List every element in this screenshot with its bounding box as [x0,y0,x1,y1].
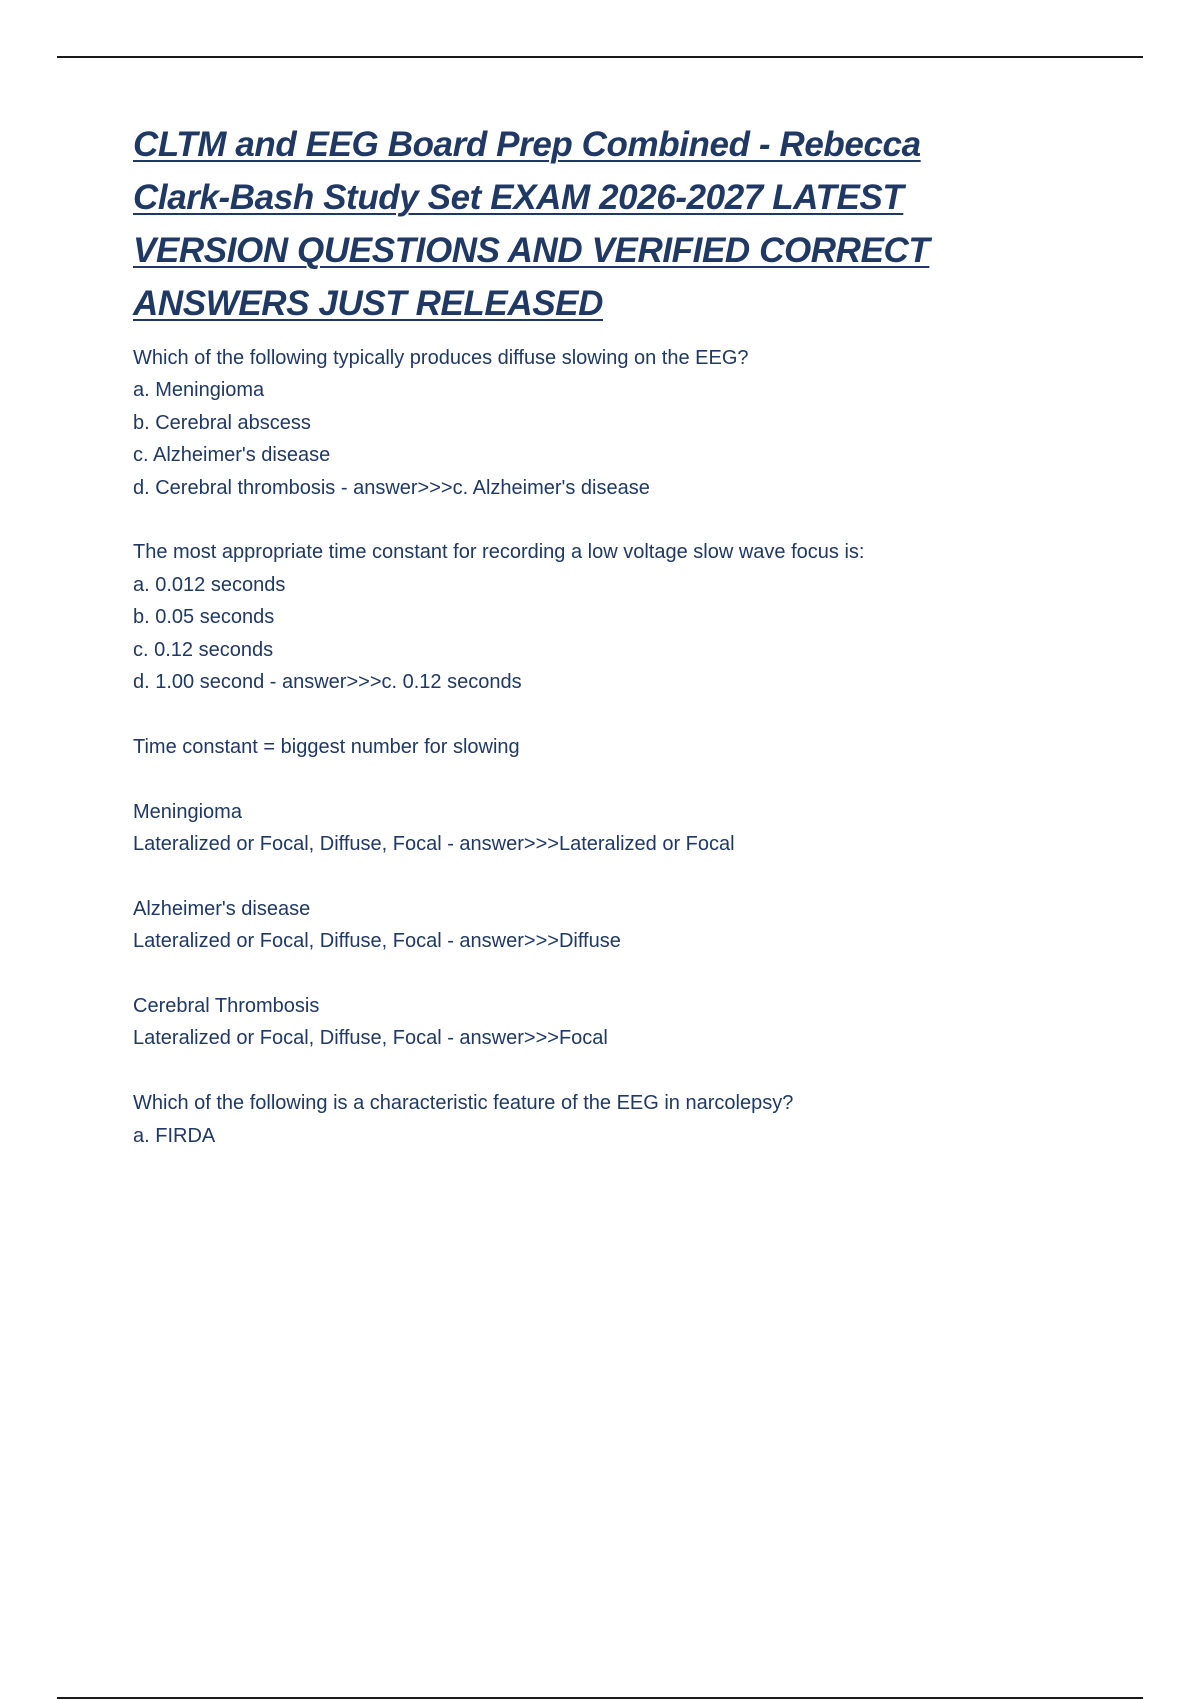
answer-option: a. Meningioma [133,379,265,402]
footer-rule [57,1697,1143,1699]
question-term: Alzheimer's disease [133,897,311,920]
question-block-4 [133,893,1093,958]
answer-option-with-answer: d. Cerebral thrombosis - answer>>>c. Alzheimer's disease [133,476,650,499]
answer-option: c. Alzheimer's disease [133,444,331,467]
answer-option-with-answer: d. 1.00 second - answer>>>c. 0.12 seconds [133,671,522,694]
spacer [133,504,1093,536]
answer-option: b. Cerebral abscess [133,411,311,434]
question-text: Which of the following typically produces diffuse slowing on the EEG? [133,347,749,369]
question-term: Cerebral Thrombosis [133,995,320,1018]
question-text: Which of the following is a characteristic feature of the EEG in narcolepsy? [133,1092,794,1115]
question-block-1 [133,342,1093,504]
spacer [133,958,1093,990]
question-block-5 [133,990,1093,1055]
answer-line: Lateralized or Focal, Diffuse, Focal - answer>>>Focal [133,1027,608,1050]
header-rule [57,56,1143,58]
spacer [133,1055,1093,1087]
question-block-2 [133,536,1093,698]
document-body [133,118,1093,1152]
question-block-3 [133,796,1093,861]
answer-option: a. 0.012 seconds [133,573,286,596]
spacer [133,763,1093,795]
answer-option: b. 0.05 seconds [133,606,275,629]
question-text: The most appropriate time constant for recording a low voltage slow wave focus is: [133,541,865,564]
question-term: Meningioma [133,800,242,823]
document-title: CLTM and EEG Board Prep Combined - Rebecca Clark-Bash Study Set EXAM 2026-2027 LATEST VERSION QUESTIONS AND VERIFIED CORRECT ANSWERS JUST RELEASED [133,125,930,323]
answer-line: Lateralized or Focal, Diffuse, Focal - answer>>>Diffuse [133,930,621,953]
spacer [133,698,1093,730]
spacer [133,860,1093,892]
study-note: Time constant = biggest number for slowing [133,735,520,758]
answer-option: a. FIRDA [133,1124,216,1147]
answer-option: c. 0.12 seconds [133,638,274,661]
question-block-6 [133,1087,1093,1152]
answer-line: Lateralized or Focal, Diffuse, Focal - answer>>>Lateralized or Focal [133,833,735,856]
